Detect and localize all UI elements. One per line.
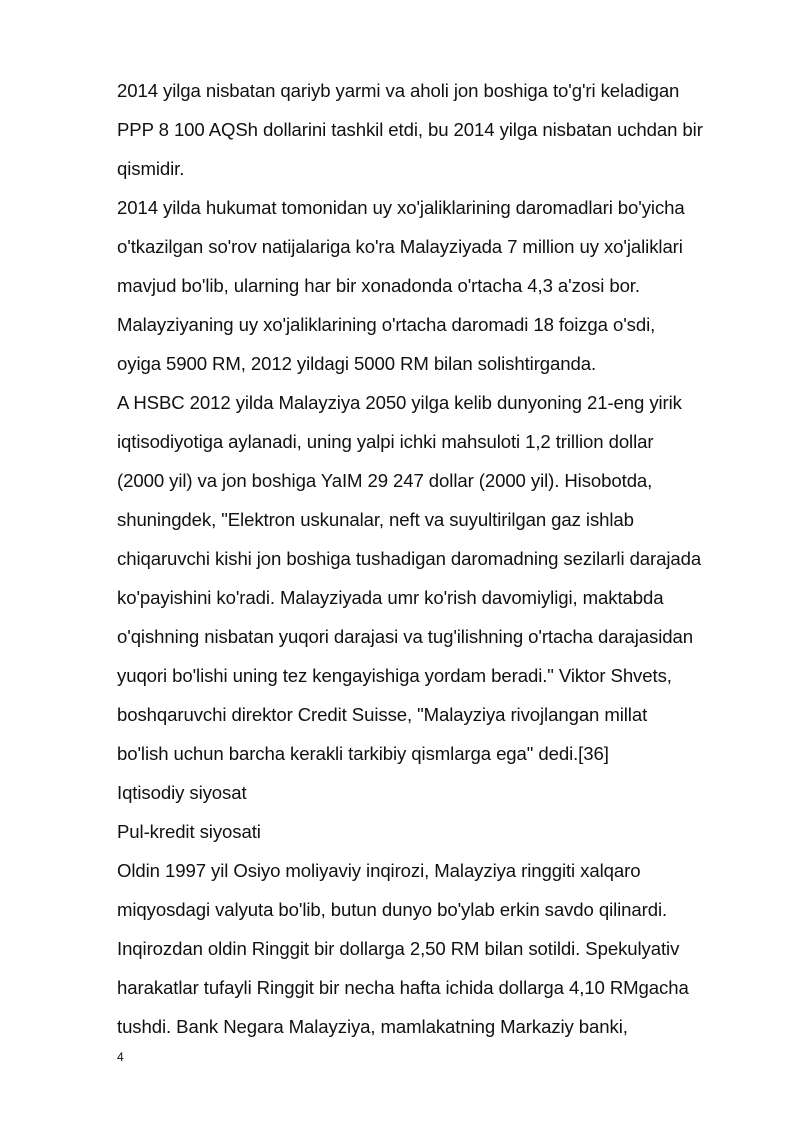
- text-line: (2000 yil) va jon boshiga YaIM 29 247 dollar (2000 yil). Hisobotda,: [117, 470, 653, 491]
- text-line: chiqaruvchi kishi jon boshiga tushadigan daromadning sezilarli darajada: [117, 548, 702, 569]
- text-line: iqtisodiyotiga aylanadi, uning yalpi ichki mahsuloti 1,2 trillion dollar: [117, 431, 654, 452]
- text-line: o'tkazilgan so'rov natijalariga ko'ra Malayziyada 7 million uy xo'jaliklari: [117, 236, 683, 257]
- page-number: 4: [117, 1050, 124, 1064]
- text-line: Malayziyaning uy xo'jaliklarining o'rtacha daromadi 18 foizga o'sdi,: [117, 314, 656, 335]
- text-line: harakatlar tufayli Ringgit bir necha hafta ichida dollarga 4,10 RMgacha: [117, 977, 689, 998]
- text-line: miqyosdagi valyuta bo'lib, butun dunyo bo'ylab erkin savdo qilinardi.: [117, 899, 668, 920]
- subsection-heading: Pul-kredit siyosati: [117, 821, 261, 842]
- text-line: o'qishning nisbatan yuqori darajasi va tug'ilishning o'rtacha darajasidan: [117, 626, 693, 647]
- section-heading: Iqtisodiy siyosat: [117, 782, 247, 803]
- text-line: PPP 8 100 AQSh dollarini tashkil etdi, bu 2014 yilga nisbatan uchdan bir: [117, 119, 703, 140]
- document-body: [117, 71, 757, 1046]
- text-line: yuqori bo'lishi uning tez kengayishiga yordam beradi." Viktor Shvets,: [117, 665, 672, 686]
- text-line: A HSBC 2012 yilda Malayziya 2050 yilga kelib dunyoning 21-eng yirik: [117, 392, 682, 413]
- text-line: boshqaruvchi direktor Credit Suisse, "Malayziya rivojlangan millat: [117, 704, 648, 725]
- text-line: Inqirozdan oldin Ringgit bir dollarga 2,50 RM bilan sotildi. Spekulyativ: [117, 938, 680, 959]
- text-line: Oldin 1997 yil Osiyo moliyaviy inqirozi, Malayziya ringgiti xalqaro: [117, 860, 641, 881]
- text-line: mavjud bo'lib, ularning har bir xonadonda o'rtacha 4,3 a'zosi bor.: [117, 275, 640, 296]
- text-line: bo'lish uchun barcha kerakli tarkibiy qismlarga ega" dedi.[36]: [117, 743, 609, 764]
- text-line: tushdi. Bank Negara Malayziya, mamlakatning Markaziy banki,: [117, 1016, 628, 1037]
- text-line: ko'payishini ko'radi. Malayziyada umr ko'rish davomiyligi, maktabda: [117, 587, 664, 608]
- text-line: oyiga 5900 RM, 2012 yildagi 5000 RM bilan solishtirganda.: [117, 353, 597, 374]
- text-line: qismidir.: [117, 158, 185, 179]
- text-line: 2014 yilga nisbatan qariyb yarmi va aholi jon boshiga to'g'ri keladigan: [117, 80, 680, 101]
- text-line: 2014 yilda hukumat tomonidan uy xo'jaliklarining daromadlari bo'yicha: [117, 197, 685, 218]
- text-line: shuningdek, "Elektron uskunalar, neft va suyultirilgan gaz ishlab: [117, 509, 634, 530]
